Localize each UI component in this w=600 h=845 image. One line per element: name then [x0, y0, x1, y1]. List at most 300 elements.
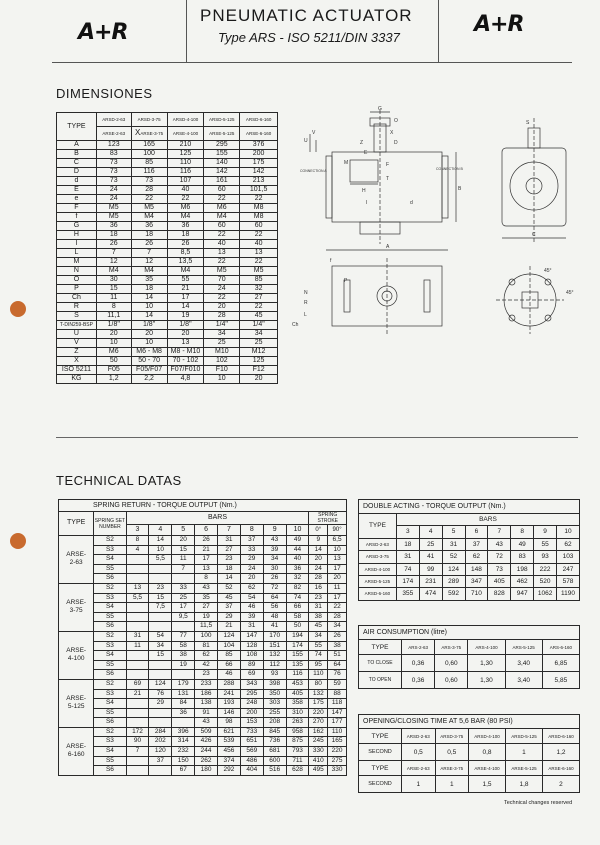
air-header-row	[359, 640, 580, 655]
opening-value: 0,5	[402, 744, 436, 761]
air-consumption-table	[358, 639, 580, 689]
spring-value	[149, 564, 172, 574]
opening-row	[359, 776, 580, 793]
spring-row	[59, 641, 347, 651]
dimension-label: O	[57, 276, 97, 285]
logo-left: A+R	[78, 20, 128, 45]
spring-value: 170	[263, 631, 286, 641]
label-c: C	[532, 232, 536, 238]
spring-value: S6	[94, 670, 126, 680]
spring-value: 11	[172, 555, 195, 565]
spring-value: 13	[328, 555, 347, 565]
spring-value: 38	[172, 651, 195, 661]
dimension-value: 83	[96, 150, 131, 159]
header-divider-right	[438, 0, 439, 62]
spring-set-header: SPRING SET NUMBER	[94, 512, 126, 536]
air-table-frame	[358, 625, 580, 689]
opening-value: 0,8	[469, 744, 506, 761]
dimension-value: 175	[240, 159, 278, 168]
label-z: Z	[360, 140, 364, 146]
spring-value: 5,5	[126, 593, 149, 603]
dimension-value: M10	[204, 348, 240, 357]
spring-value: 275	[328, 756, 347, 766]
spring-value: 34	[263, 555, 286, 565]
spring-value: 20	[172, 536, 195, 546]
spring-row	[59, 718, 347, 728]
spring-value: S4	[94, 747, 126, 757]
spring-value: 193	[218, 699, 241, 709]
spring-value: 37	[240, 536, 263, 546]
opening-label: SECOND	[359, 744, 402, 761]
spring-value: 9	[309, 536, 328, 546]
spring-row	[59, 603, 347, 613]
spring-value: 34	[328, 622, 347, 632]
dimension-value: 20	[240, 375, 278, 384]
dimension-value: 30	[96, 276, 131, 285]
spring-value: 43	[263, 536, 286, 546]
spring-value: 76	[149, 689, 172, 699]
dimension-label: I	[57, 240, 97, 249]
spring-value: 172	[126, 727, 149, 737]
spring-value: 88	[328, 689, 347, 699]
double-value: 62	[465, 551, 488, 563]
spring-value: 396	[172, 727, 195, 737]
dimension-value: 13	[167, 339, 204, 348]
dimension-value: 24	[96, 195, 131, 204]
dimension-row	[57, 159, 278, 168]
spring-value: 7,5	[149, 603, 172, 613]
double-value: 18	[396, 538, 419, 550]
dimension-row	[57, 168, 278, 177]
dimension-value: 22	[240, 303, 278, 312]
dimension-value: F10	[204, 366, 240, 375]
spring-value	[126, 564, 149, 574]
logo-right: A+R	[474, 12, 524, 37]
dimension-row	[57, 258, 278, 267]
spring-value: 18	[218, 564, 241, 574]
spring-value: 45	[309, 622, 328, 632]
spring-row	[59, 631, 347, 641]
dimension-label: P	[57, 285, 97, 294]
spring-stroke-header: 0°	[309, 525, 328, 536]
air-header-cell: TYPE	[359, 640, 402, 655]
dimension-value: 1/8"	[96, 321, 131, 330]
spring-value: 36	[172, 708, 195, 718]
spring-value: 81	[195, 641, 218, 651]
dimension-value: 26	[131, 240, 167, 249]
dimension-value: 73	[131, 177, 167, 186]
spring-value: 13	[195, 564, 218, 574]
dimension-row	[57, 375, 278, 384]
spring-value: 248	[240, 699, 263, 709]
opening-value: 0,5	[435, 744, 469, 761]
label-r: R	[304, 300, 308, 306]
spring-value	[149, 766, 172, 776]
spring-value: 11,5	[195, 622, 218, 632]
double-value: 62	[557, 538, 580, 550]
spring-value: 124	[218, 631, 241, 641]
dimension-value: 17	[167, 294, 204, 303]
spring-row	[59, 660, 347, 670]
model-cell: ARSD-5-125	[204, 113, 240, 127]
dimension-value: 161	[204, 177, 240, 186]
label-f-lower: f	[330, 258, 332, 264]
dimension-value: M6	[204, 204, 240, 213]
spring-value: S6	[94, 718, 126, 728]
dimension-label: M	[57, 258, 97, 267]
spring-value: 90	[126, 737, 149, 747]
spring-value: S5	[94, 564, 126, 574]
spring-value: S4	[94, 555, 126, 565]
spring-value: 29	[218, 612, 241, 622]
spring-type-cell: ARSE- 4-100	[59, 631, 94, 679]
spring-value: 845	[263, 727, 286, 737]
dimension-value: 1/8"	[131, 321, 167, 330]
spring-value: 875	[286, 737, 309, 747]
spring-value	[149, 718, 172, 728]
spring-value: 110	[328, 727, 347, 737]
spring-value: 64	[263, 593, 286, 603]
spring-value: 45	[218, 593, 241, 603]
dimension-label: E	[57, 186, 97, 195]
double-value: 1190	[557, 588, 580, 600]
double-value: 474	[419, 588, 442, 600]
spring-value: 132	[309, 689, 328, 699]
label-e: E	[364, 150, 368, 156]
dimension-label: A	[57, 141, 97, 150]
spring-value: 314	[172, 737, 195, 747]
spring-value: 93	[263, 670, 286, 680]
opening-header-cell: ARSD-3-75	[435, 729, 469, 744]
dimension-value: 155	[204, 150, 240, 159]
spring-value: 23	[149, 583, 172, 593]
spring-value	[126, 718, 149, 728]
dimension-value: M8	[240, 204, 278, 213]
spring-value: 10	[328, 545, 347, 555]
spring-row	[59, 612, 347, 622]
spring-value: S5	[94, 660, 126, 670]
air-label: TO CLOSE	[359, 655, 402, 672]
double-value: 520	[534, 576, 557, 588]
spring-value: 104	[218, 641, 241, 651]
dimension-value: M4	[204, 213, 240, 222]
spring-value: 132	[263, 651, 286, 661]
spring-value: 72	[263, 583, 286, 593]
dimension-label: B	[57, 150, 97, 159]
dimension-value: 26	[167, 240, 204, 249]
flange-bolt-2	[545, 279, 551, 285]
spring-value: 292	[218, 766, 241, 776]
spring-value: S6	[94, 766, 126, 776]
spring-value	[126, 574, 149, 584]
spring-value: 110	[309, 670, 328, 680]
double-table-title: DOUBLE ACTING - TORQUE OUTPUT (Nm.)	[358, 499, 580, 513]
dimension-value: 20	[204, 303, 240, 312]
dimension-label: S	[57, 312, 97, 321]
double-type-cell: ARSD-5-125	[359, 576, 397, 588]
spring-bar-header: 3	[126, 525, 149, 536]
spring-value: 175	[309, 699, 328, 709]
double-value: 148	[465, 563, 488, 575]
spring-value: S3	[94, 641, 126, 651]
dimension-value: 28	[131, 186, 167, 195]
dimension-value: 20	[167, 330, 204, 339]
double-value: 405	[488, 576, 511, 588]
opening-header-cell: ARSD-4-100	[469, 729, 506, 744]
section-divider	[56, 437, 578, 438]
double-value: 31	[396, 551, 419, 563]
dimension-label: C	[57, 159, 97, 168]
air-value: 3,40	[505, 672, 542, 689]
opening-value: 2	[542, 776, 579, 793]
dimension-value: 34	[204, 330, 240, 339]
spring-value: 21	[218, 622, 241, 632]
spring-value: S3	[94, 545, 126, 555]
spring-value: 64	[328, 660, 347, 670]
spring-value: 208	[263, 718, 286, 728]
flange-bolt-4	[545, 315, 551, 321]
spring-value: 628	[286, 766, 309, 776]
spring-value: 69	[126, 679, 149, 689]
spring-value: 651	[240, 737, 263, 747]
spring-value: 398	[263, 679, 286, 689]
spring-value	[126, 766, 149, 776]
model-cell: ARSD-3-75	[131, 113, 167, 127]
dimension-value: 22	[204, 195, 240, 204]
spring-type-cell: ARSE- 3-75	[59, 583, 94, 631]
opening-header-cell: ARSE-6-160	[542, 761, 579, 776]
dimension-value: 60	[204, 222, 240, 231]
spring-value: 404	[240, 766, 263, 776]
opening-value: 1	[505, 744, 542, 761]
spring-value: 295	[240, 689, 263, 699]
dimension-value: 11,1	[96, 312, 131, 321]
dimension-value: M4	[131, 267, 167, 276]
dimension-value: 22	[240, 258, 278, 267]
air-row	[359, 672, 580, 689]
spring-value: 77	[172, 631, 195, 641]
double-value: 37	[465, 538, 488, 550]
dimension-value: M4	[131, 213, 167, 222]
spring-value: 150	[172, 756, 195, 766]
spring-value: 34	[309, 631, 328, 641]
spring-value: 621	[218, 727, 241, 737]
double-value: 74	[396, 563, 419, 575]
spring-value	[172, 574, 195, 584]
dimension-row	[57, 249, 278, 258]
label-o: O	[394, 118, 398, 124]
label-h: H	[362, 188, 366, 194]
dimension-value: 125	[167, 150, 204, 159]
spring-value: 116	[286, 670, 309, 680]
dimension-value: 19	[167, 312, 204, 321]
dimension-value: 73	[96, 159, 131, 168]
spring-value: 25	[172, 593, 195, 603]
spring-value: 58	[172, 641, 195, 651]
dimension-value: 40	[240, 240, 278, 249]
spring-value: 40	[286, 555, 309, 565]
spring-value: 20	[309, 555, 328, 565]
air-header-cell: ARS-5-125	[505, 640, 542, 655]
spring-value: 74	[309, 651, 328, 661]
spring-value: 220	[328, 747, 347, 757]
dimension-value: 4,8	[167, 375, 204, 384]
spring-value: 84	[172, 699, 195, 709]
spring-bar-header: 9	[263, 525, 286, 536]
dimension-value: 20	[131, 330, 167, 339]
double-value: 347	[465, 576, 488, 588]
dimension-value: M5	[96, 204, 131, 213]
dimension-value: 116	[131, 168, 167, 177]
model-cell: ARSD-2-63	[96, 113, 131, 127]
spring-value: 120	[149, 747, 172, 757]
spring-value: 98	[218, 718, 241, 728]
spring-value: 33	[172, 583, 195, 593]
dimension-value: 34	[240, 330, 278, 339]
spring-value: 681	[263, 747, 286, 757]
spring-value: 29	[240, 555, 263, 565]
dimension-value: 116	[167, 168, 204, 177]
dimension-value: M4	[167, 267, 204, 276]
dimension-value: 18	[96, 231, 131, 240]
spring-value: 270	[309, 718, 328, 728]
air-header-cell: ARS-2-63	[402, 640, 435, 655]
spring-value: 793	[286, 747, 309, 757]
dimension-label: KG	[57, 375, 97, 384]
dimension-value: 14	[131, 294, 167, 303]
spring-value: 100	[195, 631, 218, 641]
spring-value: 284	[149, 727, 172, 737]
model-cell: ARSE-2-63	[96, 127, 131, 141]
model-cell: ARSD-6-160	[240, 113, 278, 127]
spring-value: 29	[149, 699, 172, 709]
label-d: D	[394, 140, 398, 146]
spring-value: 151	[263, 641, 286, 651]
spring-value: 736	[263, 737, 286, 747]
front-view	[310, 110, 456, 250]
double-type-header: TYPE	[359, 514, 397, 539]
dimension-label: N	[57, 267, 97, 276]
spring-value: 11	[126, 641, 149, 651]
technical-drawing	[290, 104, 590, 354]
spring-value: 31	[218, 536, 241, 546]
spring-row	[59, 756, 347, 766]
dimension-value: 213	[240, 177, 278, 186]
label-angle-right: 45°	[566, 290, 574, 296]
spring-value	[126, 603, 149, 613]
spring-value: S2	[94, 727, 126, 737]
spring-value: S3	[94, 593, 126, 603]
spring-value: 220	[309, 708, 328, 718]
spring-value: 38	[328, 641, 347, 651]
footnote: Technical changes reserved	[504, 800, 573, 806]
dimension-value: 32	[240, 285, 278, 294]
spring-value: 23	[218, 555, 241, 565]
port-block	[350, 160, 378, 182]
spring-value: 14	[218, 574, 241, 584]
spring-row	[59, 536, 347, 546]
dimension-value: M6	[167, 204, 204, 213]
spring-row	[59, 737, 347, 747]
dimension-label: L	[57, 249, 97, 258]
dimension-row	[57, 213, 278, 222]
spring-value: S2	[94, 631, 126, 641]
spring-row	[59, 555, 347, 565]
spring-row	[59, 766, 347, 776]
dimension-row	[57, 312, 278, 321]
double-value: 578	[557, 576, 580, 588]
dimension-value: 14	[131, 312, 167, 321]
double-value: 73	[488, 563, 511, 575]
dimension-value: 13,5	[167, 258, 204, 267]
double-value: 99	[419, 563, 442, 575]
double-type-cell: ARSD-4-100	[359, 563, 397, 575]
double-bars-header: BARS	[396, 514, 579, 526]
spring-value: 569	[240, 747, 263, 757]
spring-value: 131	[172, 689, 195, 699]
spring-table-frame	[58, 499, 347, 776]
spring-value: 9,5	[172, 612, 195, 622]
spring-value: 15	[149, 651, 172, 661]
double-value: 222	[534, 563, 557, 575]
dimension-row	[57, 195, 278, 204]
spring-value: 453	[286, 679, 309, 689]
spring-value: 13	[126, 583, 149, 593]
dimension-label: f	[57, 213, 97, 222]
dimension-value: 22	[204, 258, 240, 267]
dimension-value: 123	[96, 141, 131, 150]
spring-value	[126, 555, 149, 565]
spring-value: 26	[328, 631, 347, 641]
spring-bar-header: 10	[286, 525, 309, 536]
dimension-value: M5	[96, 213, 131, 222]
spring-value: 67	[172, 766, 195, 776]
spring-row	[59, 651, 347, 661]
double-bar-header: 5	[442, 526, 465, 538]
spring-value: 31	[309, 603, 328, 613]
dimension-value: 18	[167, 231, 204, 240]
dimension-value: 36	[131, 222, 167, 231]
side-view	[502, 118, 566, 244]
spring-value: 174	[286, 641, 309, 651]
dimension-value: 101,5	[240, 186, 278, 195]
double-row	[359, 538, 580, 550]
dimension-row	[57, 321, 278, 330]
double-row	[359, 588, 580, 600]
dimension-value: 24	[96, 186, 131, 195]
dimension-row	[57, 294, 278, 303]
spring-value: 95	[309, 660, 328, 670]
spring-value: 17	[172, 603, 195, 613]
dimension-row	[57, 276, 278, 285]
opening-table-frame	[358, 714, 580, 793]
spring-value: 59	[328, 679, 347, 689]
opening-header-cell: ARSE-2-63	[402, 761, 436, 776]
header-divider-left	[186, 0, 187, 62]
opening-header-cell: ARSE-4-100	[469, 761, 506, 776]
air-value: 5,85	[542, 672, 579, 689]
spring-type-cell: ARSE- 2-63	[59, 536, 94, 584]
spring-value: 66	[218, 660, 241, 670]
double-bar-header: 8	[511, 526, 534, 538]
air-value: 6,85	[542, 655, 579, 672]
spring-value: S2	[94, 679, 126, 689]
opening-header-row	[359, 729, 580, 744]
spring-value: 7	[126, 747, 149, 757]
actuator-cap-right	[442, 156, 448, 218]
spring-row	[59, 593, 347, 603]
opening-value: 1,2	[542, 744, 579, 761]
